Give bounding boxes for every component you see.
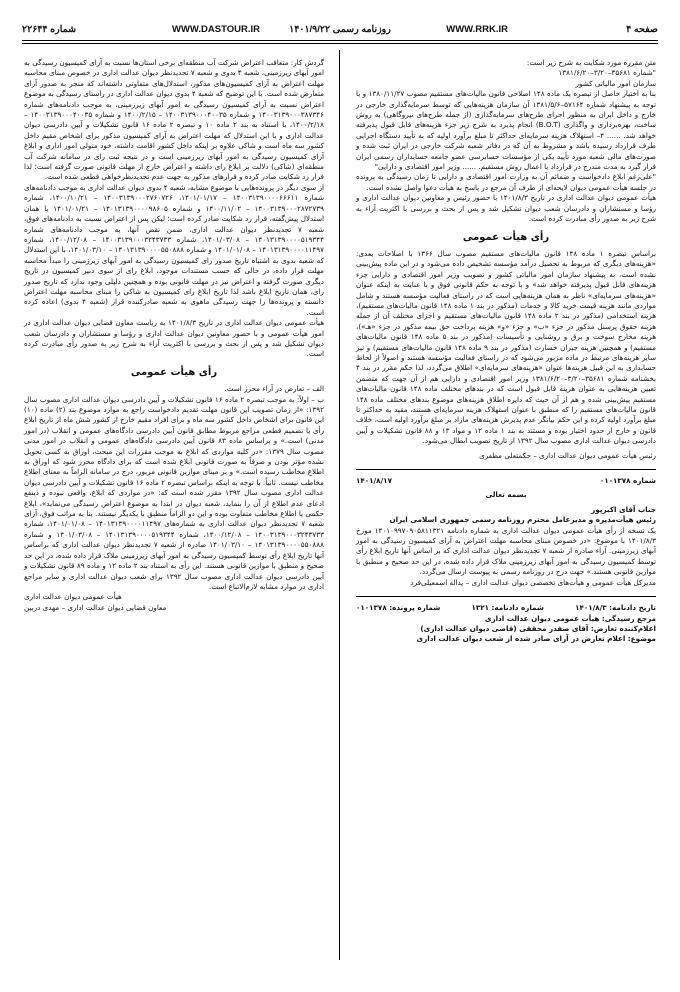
ruling-title: رأی هیأت عمومی <box>462 231 550 243</box>
recipient-title: رئیس هیأت‌مدیره و مدیرعامل محترم روزنامه رسمی جمهوری اسلامی ایران <box>389 515 656 525</box>
paragraph: هیأت عمومی دیوان عدالت اداری در تاریخ ۱۴۰۱/۸/۳ با حضور رئیس و معاونین دیوان عدالت اداری و رؤسا و مستشاران و دادرسان شعب دیوان تشکیل شد و پس از بحث و بررسی با اکثریت آراء به شرح زیر به صدور رأی مبادرت کرده است. <box>356 193 656 224</box>
page-header <box>22 22 658 40</box>
case-number: شماره دادنامه: ۱۳۲۱ <box>471 603 544 613</box>
paragraph: بنا به اختیار حاصل از تبصره یک ماده ۱۴۸ اصلاحی قانون مالیات‌های مستقیم مصوب ۱۳۸۰/۱۱/۲۷ و با توجه به پیشنهاد شماره ۵۷۱۶۴–۱۳۸۱/۵/۶ آن سازمان هزینه‌هایی که توسط سرمایه‌گذاری خارجی در خارج و داخل ایران به منظور اجرای طرح‌های سرمایه‌گذاری (از جمله طرح‌های نیروگاهی) به روش ساخت، بهره‌برداری و واگذاری (B.O.T) انجام پذیرد به شرح زیر جزء هزینه‌های قابل قبول پذیرفته خواهد شد. ...... ۴– استهلاک هزینه سرمایه‌ای حداکثر تا مبلغ برآورد اولیه که به تأیید دستگاه اجرایی طرف قرارداد رسیده باشد و مشروط به آن که در دفاتر شعبه شرکت خارجی در ایران ثبت شده و صورت‌های مالی شعبه مورد تأیید یکی از مؤسسات حسابرسی عضو جامعه حسابداران رسمی ایران قرار گیرد به مدت مندرج در قرارداد با اعمال روش مستقیم. ...... وزیر امور اقتصادی و دارایی" <box>356 89 657 172</box>
letter-body: یک نسخه از رأی هیأت عمومی دیوان عدالت اداری به شماره دادنامه ۱۴۰۱۰۹۹۷۰۹۰۵۸۱۱۳۲۱ مورخ ۱۴۰۱/۸/۳ با موضوع: «در خصوص مبنای محاسبه مهلت اعتراض به آرای کمیسیون رسیدگی به امور آبهای زیرزمینی. آراء صادره از شعبه ۷ تجدیدنظر دیوان عدالت اداری که بر اساس آنها تاریخ ابلاغ رأی توسط کمیسیون رسیدگی به امور آبهای زیرزمینی ملاک قرار داده شده، در این حد صحیح و منطبق با موازین قانونی هستند.» جهت درج در روزنامه رسمی به پیوست ارسال می‌گردد. <box>356 525 656 577</box>
file-number: شماره پرونده: ۰۱۰۱۳۷۸ <box>356 603 441 613</box>
ruling-title: رأی هیأت عمومی <box>130 366 218 378</box>
letter-ref-row <box>356 476 656 486</box>
paragraph: متن مقرره مورد شکایت به شرح زیر است: <box>526 58 656 67</box>
paragraph: سازمان امور مالیاتی کشور <box>575 78 656 88</box>
site-link-dastour[interactable]: WWW.DASTOUR.IR <box>172 24 260 35</box>
left-column <box>24 58 324 613</box>
basmala: بسمه تعالی <box>485 490 527 500</box>
letter-number: شماره ۰۱۰۱۳۷۸ <box>599 476 656 486</box>
paragraph: "شماره ۳۵۶۸۱–۳/۲۰–۱۳۸۱/۶/۲۰ <box>558 68 656 78</box>
header-rule-thin <box>22 43 658 44</box>
site-link-rrk[interactable]: WWW.RRK.IR <box>446 24 508 35</box>
case-date: تاریخ دادنامه: ۱۴۰۱/۸/۳ <box>575 603 656 613</box>
case-authority: مرجع رسیدگی: هیأت عمومی دیوان عدالت اداری <box>484 613 656 623</box>
ruling-signature-org: هیأت عمومی دیوان عدالت اداری <box>24 592 122 602</box>
case-meta-row <box>356 603 656 613</box>
paragraph: هیأت عمومی دیوان عدالت اداری در تاریخ ۱۴۰۱/۸/۳ به ریاست معاون قضایی دیوان عدالت اداری در امور هیأت عمومی و با حضور معاونین دیوان عدالت اداری و رؤسا و مستشاران و دادرسان شعب دیوان تشکیل شد و پس از بحث و بررسی با اکثریت آراء به شرح زیر به صدور رأی مبادرت کرده است. <box>24 318 325 359</box>
ruling-item: الف – تعارض در آراء محرز است. <box>224 384 324 394</box>
case-complainant: اعلام‌کننده تعارض: آقای صفدر محققی (قاضی دیوان عدالت اداری) <box>420 623 656 633</box>
right-column <box>356 58 656 645</box>
issue-number: شماره ۲۲۶۴۴ <box>22 24 77 35</box>
page-number: صفحه ۴ <box>626 24 658 35</box>
column-divider <box>339 50 340 960</box>
recipient-name: جناب آقای اکبرپور <box>591 504 656 514</box>
ruling-signature: رئیس هیأت عمومی دیوان عدالت اداری – حکمتعلی مظفری <box>479 450 656 460</box>
letter-date: ۱۴۰۱/۸/۱۷ <box>356 476 392 486</box>
workflow-paragraph: گردش کار: متعاقب اعتراض شرکت آب منطقه‌ای برخی استان‌ها نسبت به آرای کمیسیون رسیدگی به امور آبهای زیرزمینی، شعبه ۴ بدوی و شعبه ۷ تجدیدنظر دیوان عدالت اداری در خصوص مبنای محاسبه مهلت اعتراض به آرای کمیسیون‌های مذکور، استدلال‌های متفاوتی داشته‌اند که منجر به صدور آرای متعارض شده است. با این توضیح که شعبه ۴ بدوی دیوان عدالت اداری در راستای رسیدگی به موضوع اعتراض نسبت به آرای کمیسیون رسیدگی به امور آبهای زیرزمینی، به موجب دادنامه‌های شماره ۱۴۰۰۳۱۳۹۰۰۰۳۸۷۳۴۶ و شماره ۱۴۰۰۳۱۳۹۰۰۰۴۰۰۳۵ – ۱۴۰۰/۲/۱۵ و شماره ۱۴۰۰۳۱۳۹۰۰۰۴۰۰۳۵ – ۱۴۰۰/۲/۱۸، با استناد به بند ۲ ماده ۱۰ و تبصره ۲ ماده ۱۶ قانون تشکیلات و آیین دادرسی دیوان عدالت اداری و با این استدلال که مهلت اعتراض به آرای کمیسیون مذکور برای اشخاص مقیم داخل کشور سه ماه است و شاکی علاوه بر اینکه داخل کشور اقامت داشته، خود متولی امور اداری و ابلاغ آرای کمیسیون رسیدگی به امور آبهای زیرزمینی است و در نتیجه ثبت رای در سامانه شرکت آب منطقه‌ای (شاکی) دلالت بر ابلاغ رای داشته و اعتراض خارج از مهلت قانونی صورت گرفته است؛ لذا قرار رد شکایت صادر کرده و قرارهای مذکور به جهت عدم تجدیدنظرخواهی قطعی شده است. <box>24 58 325 182</box>
paragraph: "علی‌رغم ابلاغ دادخواست و ضمائم آن به وزارت امور اقتصادی و دارایی تا زمان رسیدگی به پرونده در جلسه هیأت عمومی دیوان لایحه‌ای از طرف آن مرجع در پاسخ به هیأت دعوا واصل نشده است. <box>356 172 656 192</box>
header-rule <box>22 40 658 41</box>
ruling-text: براساس تبصره ۱ ماده ۱۴۸ قانون مالیات‌های مستقیم مصوب سال ۱۳۶۶ با اصلاحات بعدی: «هزینه‌های دیگری که مربوط به تحصیل درآمد مؤسسه تشخیص داده می‌شود و در این ماده پیش‌بینی نشده است، به پیشنهاد سازمان امور مالیاتی کشور و تصویب وزیر امور اقتصادی و دارایی جزء هزینه‌های قابل قبول پذیرفته خواهد شد» و با توجه به حکم قانونی فوق و با عنایت به اینکه عنوان «هزینه‌های سرمایه‌ای» ناظر به همان هزینه‌هایی است که در راستای فعالیت مؤسسه هستند و شامل مواردی مانند هزینه قیمت خرید کالا و خدمات (مذکور در بند ۱ ماده ۱۴۸ قانون مالیات‌های مستقیم)، هزینه استخدامی (مذکور در بند ۲ ماده ۱۴۸ قانون مالیات‌های مستقیم و اجزای مختلف آن از جمله هزینه حقوق پرسنل مذکور در جزء «ب» و جزء «و» هزینه پرداخت حق بیمه مذکور در جزء «هـ»)، هزینه مخارج سوخت و برق و روشنایی و تأسیسات (مذکور در بند ۵ ماده ۱۴۸ قانون مالیات‌های مستقیم) و همچنین هزینه جبران خسارت (مذکور در بند ۹ ماده ۱۴۸ قانون مالیات‌های مستقیم) و نیز سایر هزینه‌های مرتبط در ماده مزبور می‌شود که در راستای فعالیت مؤسسه هستند و اصولاً از لحاظ حسابداری به این قبیل هزینه‌ها عنوان «هزینه‌های سرمایه‌ای» اطلاق می‌گردد، لذا حکم مقرر در بند ۴ بخشنامه شماره ۳۵۶۸۱–۳/۲۰–۱۳۸۱/۶/۲۰ وزیر امور اقتصادی و دارایی هم از آن جهت که متضمن تعیین هزینه‌هایی به عنوان هزینه قابل قبول است که در بندهای مختلف ماده ۱۴۸ قانون مالیات‌های مستقیم پیش‌بینی شده و هم از آن حیث که دایره اطلاق هزینه‌های موضوع بندهای مختلف ماده ۱۴۸ قانون مالیات‌های مستقیم را که منطبق با عنوان استهلاک هزینه سرمایه‌ای هستند، مقید به حداکثر تا مبلغ برآورد اولیه کرده و این حکم بیانگر عدم پذیرش هزینه‌های مازاد بر مبلغ برآورد اولیه است، خلاف قانون و خارج از حدود اختیار بوده و مستند به بند ۱ ماده ۱۲ و مواد ۱۳ و ۸۸ قانون تشکیلات و آیین دادرسی دیوان عدالت اداری مصوب سال ۱۳۹۲ از تاریخ تصویب ابطال می‌شود. <box>356 248 657 446</box>
paragraph: از سوی دیگر در پرونده‌هایی با موضوع مشابه، شعبه ۴ بدوی دیوان عدالت اداری به موجب دادنامه‌های شماره ۱۴۰۰۳۱۳۹۰۰۰۰۶۶۶۱۱ – ۱۴۰۱/۰۱/۱۷، ۱۴۰۰۳۱۳۹۰۰۰۲۷۶۰۷۲۶ – ۱۴۰۰/۱۰/۲۱، شماره ۱۴۰۰۳۱۳۹۰۰۰۲۸۷۲۷۳۹ – ۱۴۰۰/۱۱/۰۲ و شماره ۱۴۰۱۳۱۳۹۰۰۰۰۹۸۶۰۵ – ۱۴۰۱/۰۱/۲۱ با همان استدلال پیش‌گفته، قرار رد شکایت صادر کرده است؛ لیکن پس از اعتراض نسبت به دادنامه‌های فوق، شعبه ۷ تجدیدنظر دیوان عدالت اداری، ضمن نقض آنها، به موجب دادنامه‌های شماره ۱۴۰۱۳۱۳۹۰۰۰۰۵۱۹۳۴۴ – ۱۴۰۱/۰۳/۰۸، شماره ۱۴۰۰۳۱۳۹۰۰۰۳۲۴۳۷۳۳ – ۱۴۰۰/۱۲/۰۸، شماره ۱۴۰۱۳۱۳۹۰۰۰۰۱۱۴۹۷ – ۱۴۰۱/۰۱/۰۸ و شماره ۱۴۰۱۳۱۳۹۰۰۰۰۵۵۰۸۸۸ – ۱۴۰۱/۰۳/۱۰، با این استدلال که شعبه بدوی به اشتباه تاریخ صدور رای کمیسیون رسیدگی به امور آبهای زیرزمینی را مبدأ محاسبه مهلت قرار داده، در حالی که حسب مستندات موجود، ابلاغ رای از سوی دبیر کمیسیون در تاریخ دیگری صورت گرفته و اعتراض نیز در مهلت قانونی بوده و همچنین دلیلی وجود ندارد که تاریخ صدور رای، همان تاریخ ابلاغ باشد لذا تاریخ ابلاغ رای کمیسیون به شاکی را مبنای محاسبه مهلت اعتراض دانسته و پرونده‌ها را جهت رسیدگی ماهوی به شعبه صادرکننده قرار (شعبه ۴ بدوی) اعاده کرده است. <box>24 182 325 317</box>
letter-signature: مدیرکل هیأت عمومی و هیأت‌های تخصصی دیوان عدالت اداری – یداله اسمعیلی‌فرد <box>410 577 656 587</box>
section-separator <box>356 469 656 470</box>
masthead: روزنامه رسمی ۱۴۰۱/۹/۲۲ <box>289 24 391 35</box>
section-separator <box>356 596 656 597</box>
case-subject: موضوع: اعلام تعارض در آرای صادر شده از شعب دیوان عدالت اداری <box>416 634 656 644</box>
ruling-signature-name: معاون قضایی دیوان عدالت اداری – مهدی دربین <box>24 602 167 612</box>
ruling-item: ب – اولاً: به موجب تبصره ۲ ماده ۱۶ قانون تشکیلات و آیین دادرسی دیوان عدالت اداری مصوب سال ۱۳۹۲: «از زمان تصویب این قانون مهلت تقدیم دادخواست راجع به موارد موضوع بند (۲) ماده (۱۰) این قانون برای اشخاص داخل کشور سه ماه و برای افراد مقیم خارج از کشور شش ماه از تاریخ ابلاغ رأی یا تصمیم قطعی مراجع مربوط مطابق قانون آیین دادرسی دادگاه‌های عمومی و انقلاب (در امور مدنی) است.» و براساس ماده ۸۳ قانون آیین دادرسی دادگاه‌های عمومی و انقلاب در امور مدنی مصوب سال ۱۳۷۹: «در کلیه مواردی که ابلاغ به موجب مقررات این مبحث، اوراق به کسی تحویل نشده مؤثر بودن و صرفاً به صورت قانونی ابلاغ شده است که برای دادگاه محرز شود که اوراق به اطلاع مخاطب رسیده است.» و بر مبنای موازین قانونی مزبور، درج در سامانه الزاماً به معنای اطلاع مخاطب نیست. ثانیاً: با توجه به اینکه براساس تبصره ۲ ماده ۱۶ قانون تشکیلات و آیین دادرسی دیوان عدالت اداری مصوب سال ۱۳۹۲ مقرر شده است که: «در مواردی که ابلاغ، واقعی نبوده و ذینفع ادعای عدم اطلاع از آن را بنماید، شعبه دیوان در ابتدا به موضوع اعتراض رسیدگی می‌نماید»، ابلاغ حکمی یا اطلاع مخاطب متفاوت بوده و این دو الزاماً منطبق با یکدیگر نیستند. بنا به مراتب فوق، آرای شعبه ۷ تجدیدنظر دیوان عدالت اداری به شماره‌های ۱۴۰۱۳۱۳۹۰۰۰۰۱۱۴۹۷ – ۱۴۰۱/۰۱/۰۸، شماره ۱۴۰۰۳۱۳۹۰۰۰۳۲۴۳۷۳۳ – ۱۴۰۰/۱۲/۰۸، شماره ۱۴۰۱۳۱۳۹۰۰۰۰۵۱۹۳۴۴ – ۱۴۰۱/۰۳/۰۸ و شماره ۱۴۰۱۳۱۳۹۰۰۰۰۵۵۰۸۸۸ – ۱۴۰۱/۰۳/۱۰ صادره از شعبه ۷ تجدیدنظر دیوان عدالت اداری که براساس آنها تاریخ ابلاغ رأی توسط کمیسیون رسیدگی به امور آبهای زیرزمینی ملاک قرار داده شده، در این حد صحیح و منطبق با موازین قانونی هستند. این رأی به استناد بند ۲ ماده ۱۲ و ماده ۸۹ قانون تشکیلات و آیین دادرسی دیوان عدالت اداری مصوب سال ۱۳۹۲ برای شعب دیوان عدالت اداری و سایر مراجع اداری در موارد مشابه لازم‌الاتباع است. <box>24 394 325 591</box>
